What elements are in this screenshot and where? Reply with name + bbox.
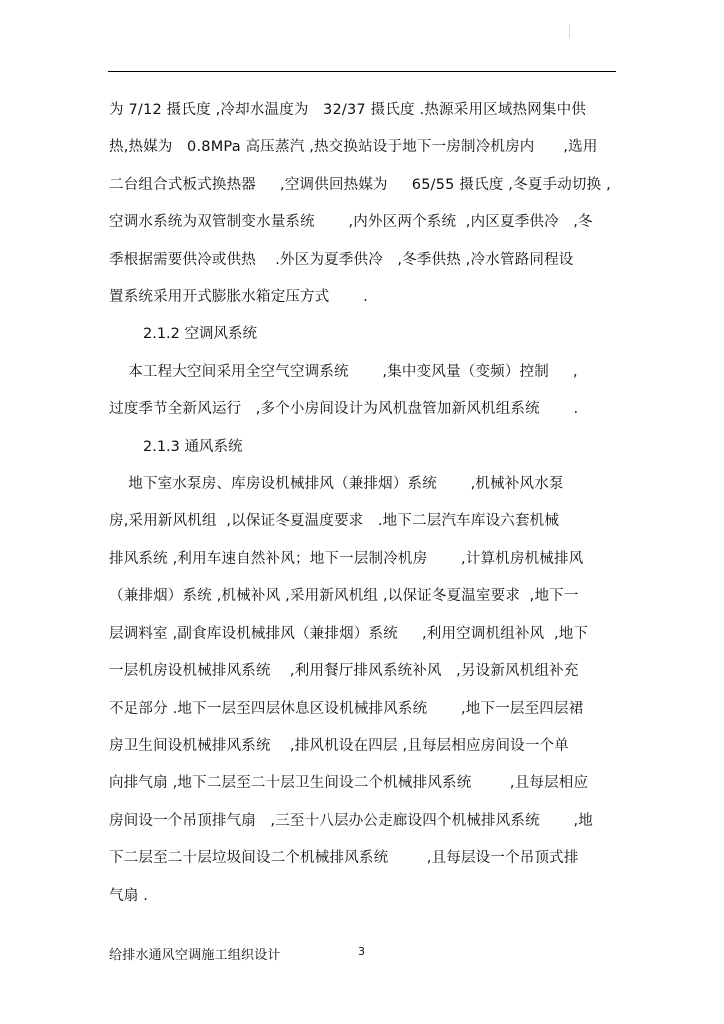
section-heading-ventilation: 2.1.3 通风系统	[143, 438, 243, 455]
section-heading-air-system: 2.1.2 空调风系统	[143, 326, 258, 343]
paragraph-ventilation: 地下室水泵房、库房设机械排风（兼排烟）系统 ,机械补风水泵 房,采用新风机组 ,以保证冬夏温度要求 .地下二层汽车库设六套机械 排风系统 ,利用车速自然补风；地下一层制冷机房 ,计算机房机械排风 （兼排烟）系统 ,机械补风 ,采用新风机组 ,以保证冬夏温室要求 ,地下一 层调料室 ,副食库设机械排风（兼排烟）系统 ,利用空调机组补风 ,地下 一层机房设机械排风系统 ,利用餐厅排风系统补风 ,另设新风机组补充 不足部分 .地下一层至四层休息区设机械排风系统 ,地下一层至四层裙 房卫生间设机械排风系统 ,排风机设在四层 ,且每层相应房间设一个单 向排气扇 ,地下二层至二十层卫生间设二个机械排风系统 ,且每层相应 房间设一个吊顶排气扇 ,三至十八层办公走廊设四个机械排风系统 ,地 下二层至二十层垃圾间设二个机械排风系统 ,且每层设一个吊顶式排 气扇 .	[109, 476, 594, 904]
paragraph-air-system: 本工程大空间采用全空气空调系统 ,集中变风量（变频）控制 , 过度季节全新风运行 ,多个小房间设计为风机盘管加新风机组系统 .	[109, 363, 579, 418]
corner-mark	[569, 24, 570, 38]
paragraph-heat-source: 为 7/12 摄氏度 ,冷却水温度为 32/37 摄氏度 .热源采用区域热网集中供 热,热媒为 0.8MPa 高压蒸汽 ,热交换站设于地下一房制冷机房内 ,选用 二台组合式板式换热器 ,空调供回热媒为 65/55 摄氏度 ,冬夏手动切换 , 空调水系统为双管制变水量系统 ,内外区两个系统 ,内区夏季供冷 ,冬 季根据需要供冷或供热 .外区为夏季供冷 ,冬季供热 ,冷水管路同程设 置系统采用开式膨胀水箱定压方式 .	[109, 102, 611, 306]
page-number: 3	[358, 945, 365, 958]
header-rule	[108, 71, 616, 72]
footer-title: 给排水通风空调施工组织设计	[109, 948, 281, 963]
document-body	[109, 92, 619, 915]
